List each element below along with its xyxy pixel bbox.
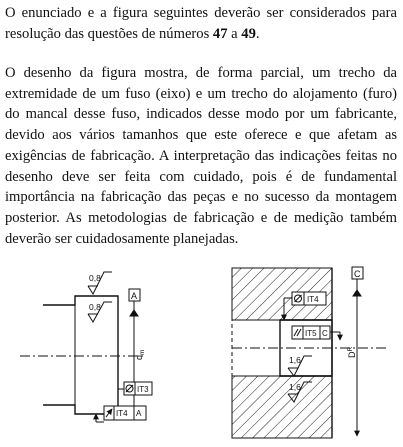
roughness-value-a: 1,6 xyxy=(289,355,301,365)
roughness-value-mid: 0,8 xyxy=(89,302,101,312)
question-number-first: 47 xyxy=(212,25,228,42)
parallelism-datum: C xyxy=(322,329,328,338)
housing-figure xyxy=(232,267,388,438)
datum-label-c: C xyxy=(354,269,361,279)
intro-paragraph: O enunciado e a figura seguintes deverão ser considerados para resolução das questões de números 47 a 49. xyxy=(5,5,397,42)
roughness-value-b: 1,6 xyxy=(289,382,301,392)
parallelism-tolerance: IT5 xyxy=(305,329,317,338)
shaft-figure xyxy=(20,272,152,422)
datum-label-a: A xyxy=(131,291,138,301)
shaft-outline xyxy=(43,296,118,414)
housing-cylindricity-tolerance: IT4 xyxy=(307,295,319,304)
dimension-label-dm: $d_m$ xyxy=(134,349,146,360)
runout-tolerance: IT4 xyxy=(116,409,128,418)
housing-wall-bottom xyxy=(232,376,332,438)
dimension-label-d: $D^R$ xyxy=(347,346,357,358)
question-number-last: 49 xyxy=(241,25,256,42)
roughness-value-top: 0,8 xyxy=(89,273,101,283)
cylindricity-tolerance: IT3 xyxy=(137,385,149,394)
runout-datum: A xyxy=(136,409,142,418)
description-paragraph: O desenho da figura mostra, de forma parcial, um trecho da extremidade de um fuso (eixo) e um trecho do alojamento (furo) do mancal desse fuso, indicados desse modo por um fabricante, devido aos vários tamanhos que este oferece e que afetam as exigências de fabricação. A interpretação das indicações feitas no desenho deve ser feita com cuidado, pois é de fundamental importância na fabricação das peças e no sucesso da montagem posterior. As metodologias de fabricação e de medição também deverão ser cuidadosamente planejadas. xyxy=(5,65,397,247)
